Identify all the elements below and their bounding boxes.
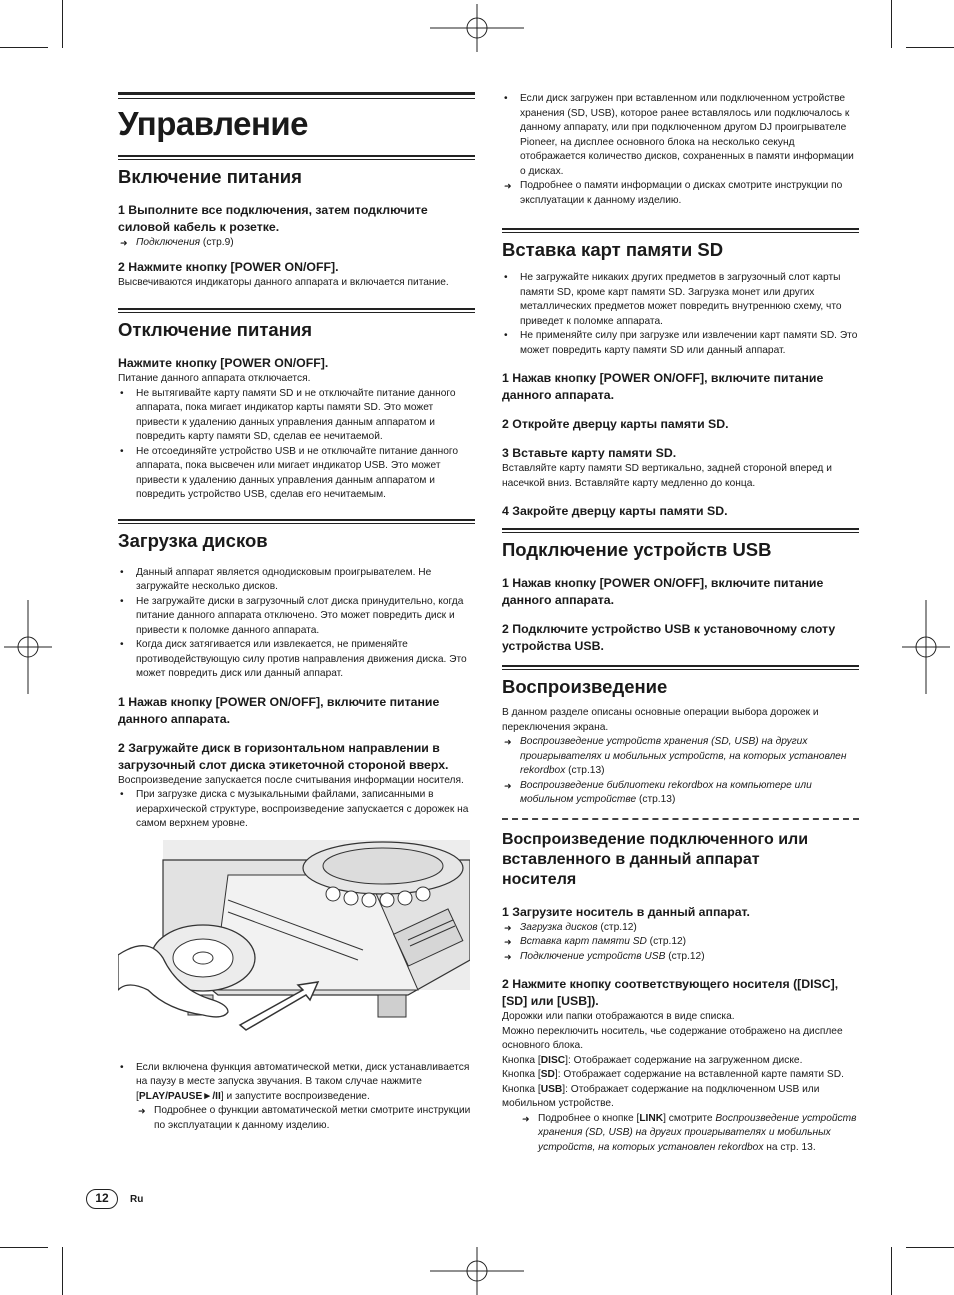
crop-mark [906, 47, 954, 48]
registration-mark-bottom [430, 1247, 524, 1295]
body-text: В данном разделе описаны основные операции выбора дорожек и переключения экрана. [502, 707, 819, 733]
registration-mark-left [4, 600, 52, 694]
body-text: Кнопка [SD]: Отображает содержание на вставленной карте памяти SD. [502, 1069, 844, 1080]
section-rule [118, 155, 475, 160]
bullet-item: • При загрузке диска с музыкальными файлами, записанными в иерархической структуре, воспроизведение запускается с дорожек на самом верхнем уровне. [118, 788, 475, 832]
step: 1 Нажав кнопку [POWER ON/OFF], включите питание данного аппарата. [502, 371, 824, 402]
step: 1 Нажав кнопку [POWER ON/OFF], включите питание данного аппарата. [118, 694, 440, 726]
body-text: Питание данного аппарата отключается. [118, 373, 311, 384]
bullet-item: • Если включена функция автоматической метки, диск устанавливается на паузу в месте запуска звучания. В таком случае нажмите [PLAY/PAUSE►/II] и запустите воспроизведение. ➜ Подробнее о функции автоматической метки смотрите инструкции по эксплуатации к данному изделию. [118, 1061, 475, 1134]
left-column [118, 92, 475, 1133]
bullet-item: • Не вытягивайте карту памяти SD и не отключайте питание данного аппарата, пока мигает индикатор карты памяти SD. Это может привести к удалению данных управления данным аппаратом и повредить карту памяти SD, сделав ее нечитаемой. [118, 387, 475, 445]
section-title-sd-cards: Вставка карт памяти SD [502, 239, 724, 260]
crop-mark [0, 1247, 48, 1248]
right-column [502, 92, 859, 1155]
step: 1 Выполните все подключения, затем подключите силовой кабель к розетке. [118, 203, 428, 234]
reference-note: ➜ Подробнее о памяти информации о дисках смотрите инструкции по эксплуатации к данному изделию. [502, 179, 859, 208]
chapter-rule [118, 92, 475, 99]
subsection-title-media-playback: Воспроизведение подключенного или вставленного в данный аппарат носителя [502, 830, 809, 888]
body-text: Дорожки или папки отображаются в виде списка. [502, 1011, 735, 1022]
chapter-title: Управление [118, 105, 309, 142]
section-rule [502, 228, 859, 233]
step: 1 Нажав кнопку [POWER ON/OFF], включите питание данного аппарата. [502, 576, 824, 607]
section-title-playback: Воспроизведение [502, 676, 668, 697]
section-title-usb: Подключение устройств USB [502, 539, 772, 560]
reference-link[interactable]: ➜ Подключения (стр.9) [118, 236, 475, 251]
section-title-power-off: Отключение питания [118, 319, 313, 340]
dashed-divider [502, 818, 859, 820]
step: 2 Нажмите кнопку соответствующего носителя ([DISC], [SD] или [USB]). [502, 977, 839, 1008]
body-text: Кнопка [USB]: Отображает содержание на подключенном USB или мобильном устройстве. [502, 1083, 820, 1109]
bullet-item: • Не применяйте силу при загрузке или извлечении карт памяти SD. Это может повредить карту памяти SD или данный аппарат. [502, 329, 859, 358]
section-title-loading-discs: Загрузка дисков [118, 529, 268, 551]
section-title-power-on: Включение питания [118, 166, 302, 187]
section-rule [118, 308, 475, 313]
section-rule [118, 519, 475, 524]
bullet-item: • Не загружайте диски в загрузочный слот диска принудительно, когда питание данного аппарата отключено. Это может повредить диск и привести к поломке данного аппарата. [118, 595, 475, 639]
reference-note: ➜ Подробнее о функции автоматической метки смотрите инструкции по эксплуатации к данному изделию. [136, 1104, 475, 1133]
crop-mark [906, 1247, 954, 1248]
registration-mark-right [902, 600, 950, 694]
crop-mark [62, 0, 63, 48]
reference-link[interactable]: ➜ Вставка карт памяти SD (стр.12) [502, 935, 859, 950]
body-text: Вставляйте карту памяти SD вертикально, задней стороной вперед и насечкой вниз. Вставляйте карту медленно до конца. [502, 463, 832, 489]
step: 3 Вставьте карту памяти SD. [502, 446, 677, 460]
language-label: Ru [130, 1194, 144, 1205]
crop-mark [0, 47, 48, 48]
crop-mark [62, 1247, 63, 1295]
body-text: Воспроизведение запускается после считывания информации носителя. [118, 774, 464, 786]
disc-loading-illustration [118, 840, 470, 1046]
section-rule [502, 665, 859, 670]
body-text: Кнопка [DISC]: Отображает содержание на загруженном диске. [502, 1054, 803, 1066]
body-text: Высвечиваются индикаторы данного аппарата и включается питание. [118, 276, 449, 288]
bullet-item: • Не отсоединяйте устройство USB и не отключайте питание данного аппарата, пока высвечен или мигает индикатор USB. Это может привести к удалению данных управления данным аппаратом и повредить устройство USB, сделав его нечитаемым. [118, 445, 475, 503]
page-number: 12 [86, 1189, 118, 1209]
reference-link[interactable]: ➜ Воспроизведение устройств хранения (SD, USB) на других проигрывателях и мобильных устройств, на которых установлен rekordbox (стр.13) [502, 735, 859, 779]
step: 2 Загружайте диск в горизонтальном направлении в загрузочный слот диска этикеточной стороной вверх. [118, 740, 449, 772]
crop-mark [891, 1247, 892, 1295]
reference-link[interactable]: ➜ Подключение устройств USB (стр.12) [502, 950, 859, 965]
reference-link[interactable]: ➜ Подробнее о кнопке [LINK] смотрите Воспроизведение устройств хранения (SD, USB) на других проигрывателях и мобильных устройств, на которых установлен rekordbox на стр. 13. [520, 1112, 859, 1156]
bullet-item: • Не загружайте никаких других предметов в загрузочный слот карты памяти SD, кроме карт памяти SD. Загрузка монет или других металлических предметов может повредить внутреннюю схему, что приведет к поломке аппарата. [502, 271, 859, 329]
step: 2 Подключите устройство USB к установочному слоту устройства USB. [502, 622, 836, 653]
step: Нажмите кнопку [POWER ON/OFF]. [118, 356, 329, 370]
reference-link[interactable]: ➜ Загрузка дисков (стр.12) [502, 921, 859, 936]
step: 1 Загрузите носитель в данный аппарат. [502, 904, 750, 919]
reference-link[interactable]: ➜ Воспроизведение библиотеки rekordbox на компьютере или мобильном устройстве (стр.13) [502, 779, 859, 808]
body-text: Можно переключить носитель, чье содержание отображено на дисплее основного блока. [502, 1025, 843, 1051]
section-rule [502, 528, 859, 533]
step: 2 Откройте дверцу карты памяти SD. [502, 417, 729, 431]
crop-mark [891, 0, 892, 48]
registration-mark-top [430, 4, 524, 52]
step: 4 Закройте дверцу карты памяти SD. [502, 504, 728, 518]
step: 2 Нажмите кнопку [POWER ON/OFF]. [118, 259, 339, 274]
bullet-item: • Когда диск затягивается или извлекается, не применяйте противодействующую силу против направления движения диска. Это может повредить диск или данный аппарат. [118, 638, 475, 682]
bullet-item: • Данный аппарат является однодисковым проигрывателем. Не загружайте несколько дисков. [118, 566, 475, 595]
bullet-item: • Если диск загружен при вставленном или подключенном устройстве хранения (SD, USB), которое ранее вставлялось или подключалось к данному аппарату, или при подключенном другом DJ проигрывателе Pioneer, на дисплее основного блока на несколько секунд отображается количество дисков, сохраненных в памяти информации о дисках. [502, 92, 859, 179]
